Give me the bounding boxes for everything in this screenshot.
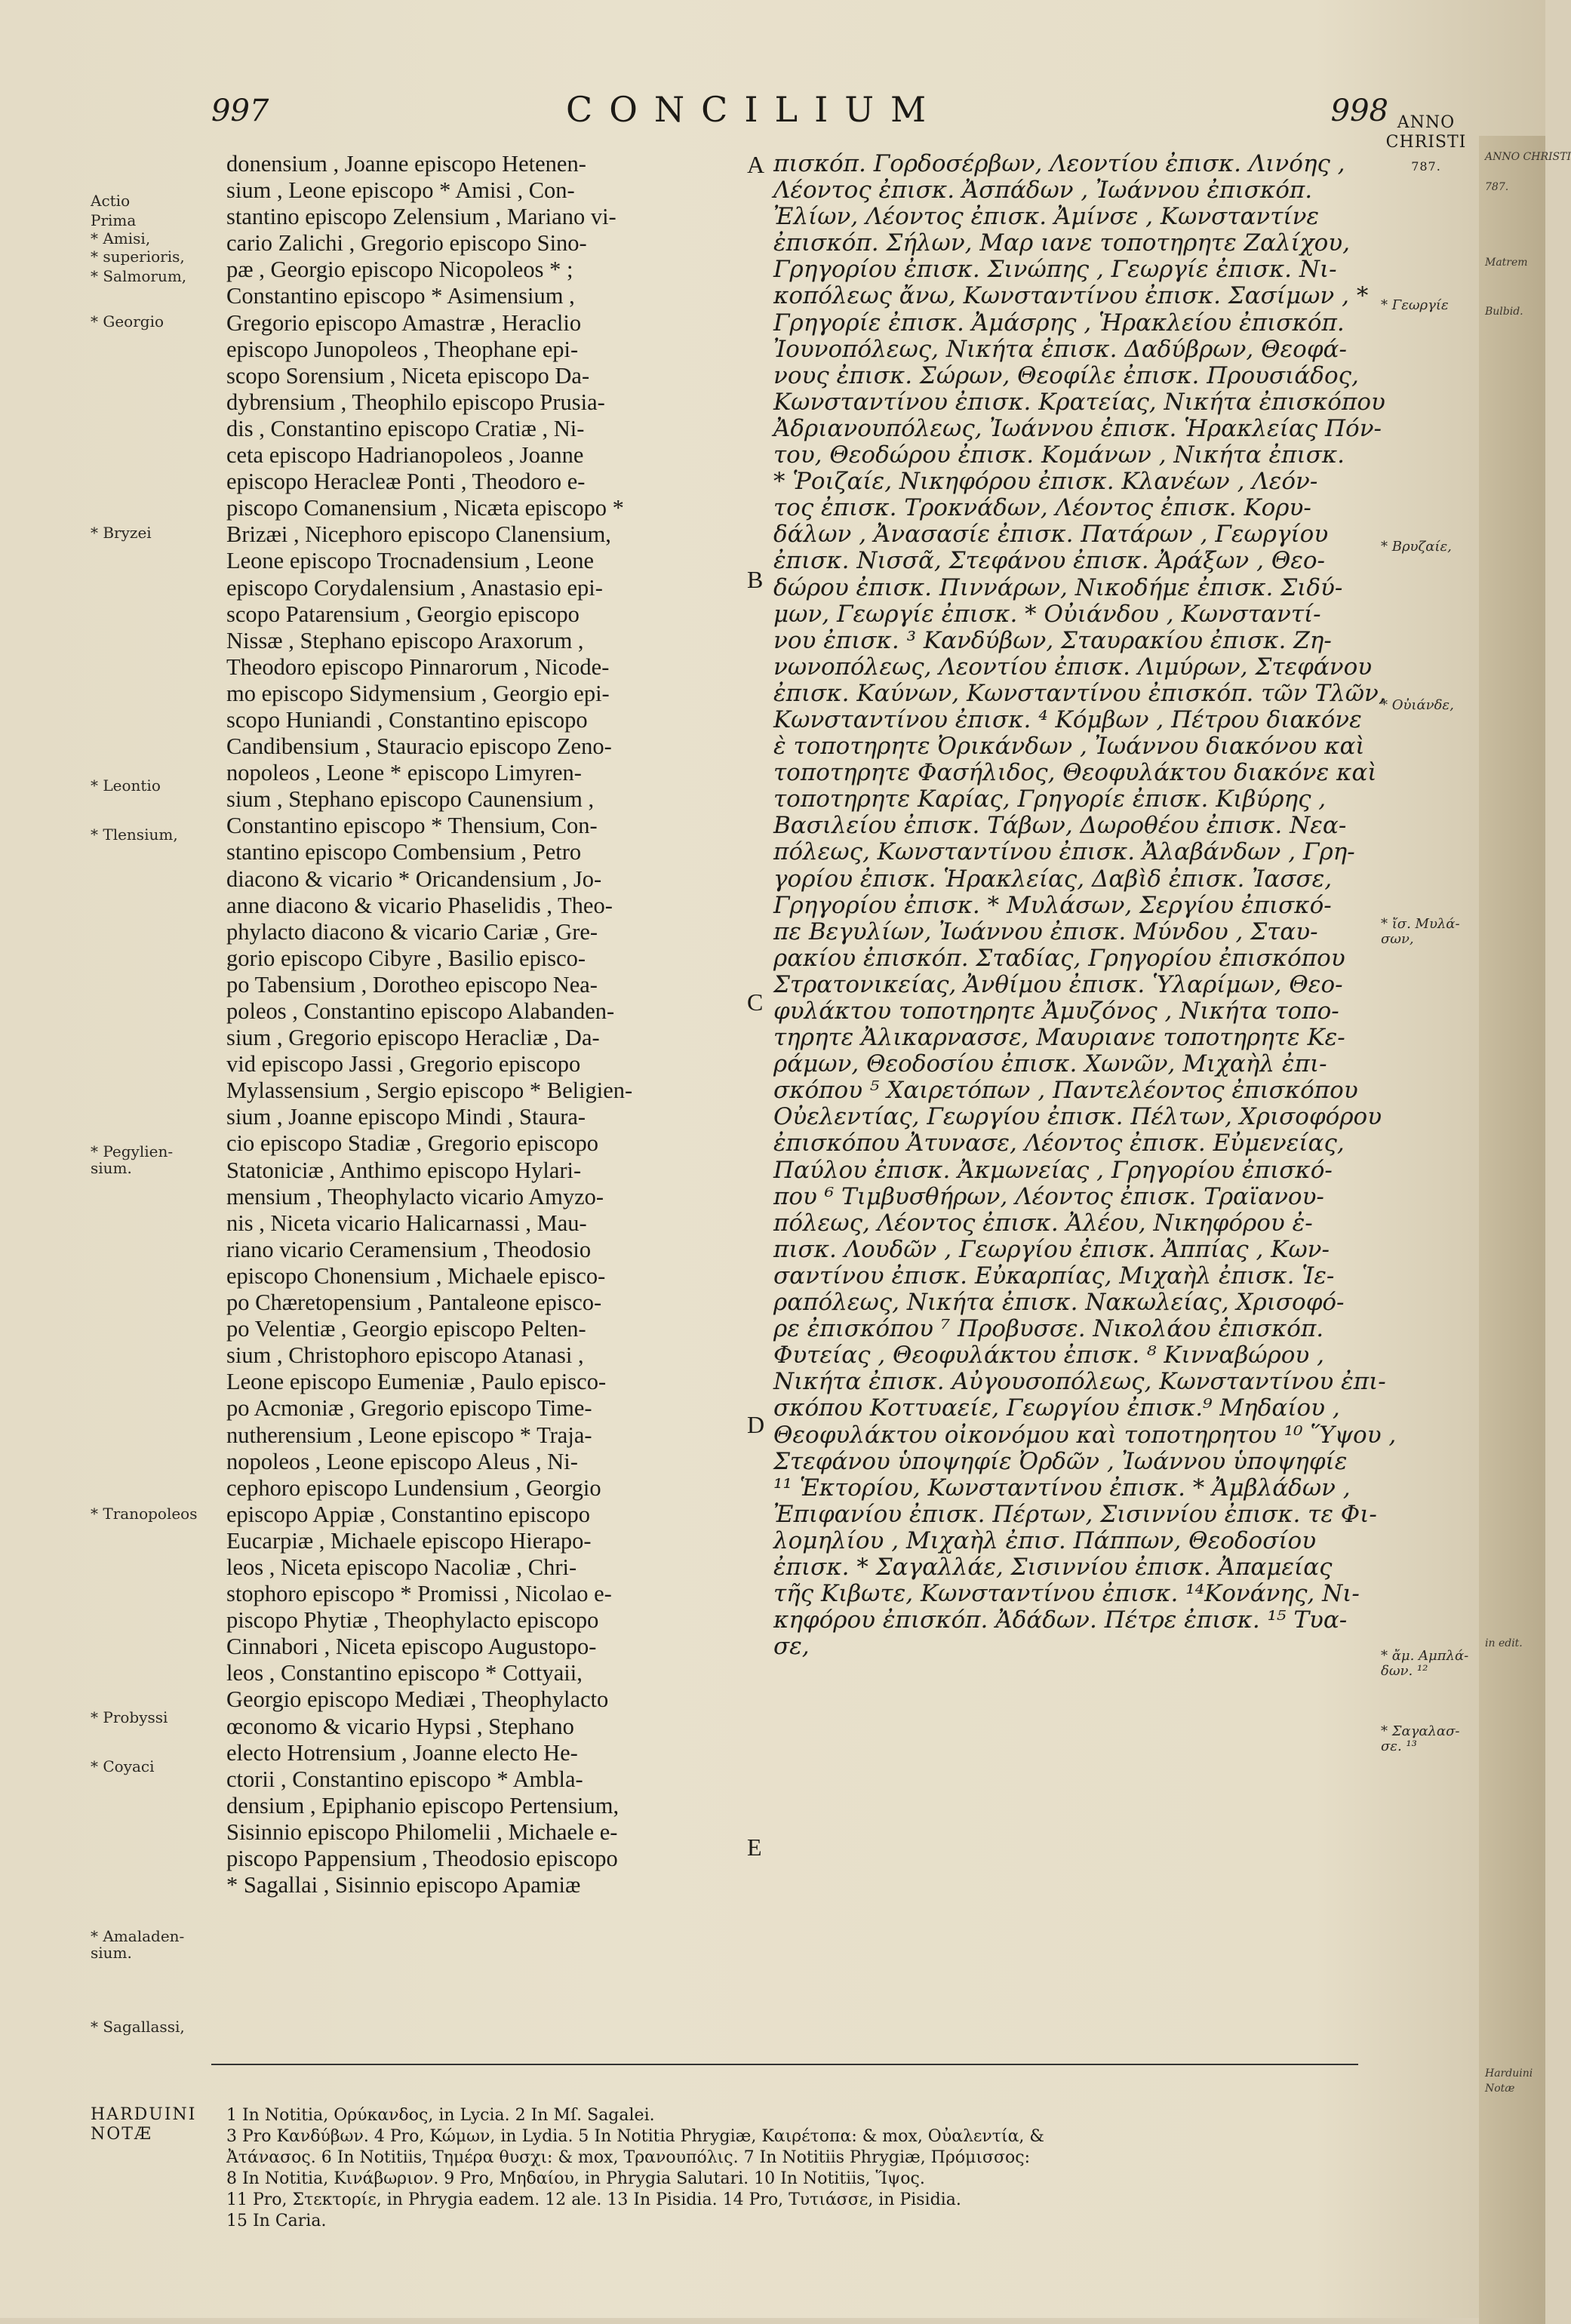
- greek-text-line: τος ἐπισκ. Τροκνάδων, Λέοντος ἐπισκ. Κορυ-: [773, 494, 1311, 522]
- greek-text-line: ρε ἐπισκόπου ⁷ Προβυσσε. Νικολάου ἐπισκόπ.: [773, 1315, 1324, 1343]
- latin-text-line: Statoniciæ , Anthimo episcopo Hylari-: [226, 1157, 582, 1183]
- greek-margin-note: σε. ¹³: [1381, 1738, 1417, 1754]
- greek-text-line: δάλων , Ἀνασασίε ἐπισκ. Πατάρων , Γεωργίου: [773, 521, 1329, 549]
- greek-text-line: ἐπισκόπ. Σήλων, Μαρ ιανε τοποτηρητε Ζαλίχου,: [773, 229, 1350, 257]
- greek-text-line: γορίου ἐπισκ. Ἡρακλείας, Δαβὶδ ἐπισκ. Ἰασσε,: [773, 865, 1333, 893]
- greek-text-line: ὲ τοποτηρητε Ὀρικάνδων , Ἰωάννου διακόνου καὶ: [773, 733, 1365, 761]
- adjacent-page-fragment: Notæ: [1485, 2083, 1515, 2095]
- latin-text-line: Sisinnio episcopo Philomelii , Michaele e-: [226, 1818, 618, 1845]
- margin-note: * Probyssi: [91, 1708, 168, 1726]
- greek-text-line: ἐπισκ. * Σαγαλλάε, Σισιννίου ἐπισκ. Ἀπαμείας: [773, 1553, 1333, 1581]
- greek-text-line: πόλεως, Κωνσταντίνου ἐπισκ. Ἀλαβάνδων , Γρη-: [773, 838, 1355, 866]
- margin-note: Prima: [91, 211, 137, 229]
- latin-text-line: leos , Constantino episcopo * Cottyaii,: [226, 1660, 583, 1686]
- greek-text-line: Ἀδριανουπόλεως, Ἰωάννου ἐπισκ. Ἡρακλείας Πόν-: [773, 414, 1382, 442]
- latin-text-line: episcopo Junopoleos , Theophane epi-: [226, 336, 579, 362]
- latin-text-line: ctorii , Constantino episcopo * Ambla-: [226, 1766, 583, 1792]
- section-letter: D: [747, 1411, 765, 1438]
- latin-text-line: cio episcopo Stadiæ , Gregorio episcopo: [226, 1130, 598, 1157]
- greek-text-line: σαντίνου ἐπισκ. Εὐκαρπίας, Μιχαὴλ ἐπισκ. Ἱε-: [773, 1262, 1335, 1290]
- greek-text-line: πισκ. Λουδῶν , Γεωργίου ἐπισκ. Ἀππίας , Κων-: [773, 1235, 1330, 1263]
- latin-text-line: po Tabensium , Dorotheo episcopo Nea-: [226, 971, 598, 998]
- greek-text-line: τοποτηρητε Καρίας, Γρηγορίε ἐπισκ. Κιβύρης ,: [773, 785, 1327, 813]
- greek-text-line: Νικήτα ἐπισκ. Αὐγουσοπόλεως, Κωνσταντίνου ἐπι-: [773, 1368, 1386, 1396]
- footnote-line: Ἀτάνασος. 6 In Notitiis, Τημέρα θυσχι: & mox, Τρανουπόλις. 7 In Notitiis Phrygiæ, Πρόμισσος:: [226, 2148, 1030, 2167]
- latin-text-line: stophoro episcopo * Promissi , Nicolao e-: [226, 1581, 612, 1607]
- greek-text-line: ράμων, Θεοδοσίου ἐπισκ. Χωνῶν, Μιχαὴλ ἐπι-: [773, 1050, 1327, 1078]
- latin-text-line: cario Zalichi , Gregorio episcopo Sino-: [226, 230, 587, 257]
- latin-text-line: densium , Epiphanio episcopo Pertensium,: [226, 1792, 619, 1818]
- adjacent-page-fragment: ANNO CHRISTI: [1485, 151, 1571, 163]
- latin-text-line: * Sagallai , Sisinnio episcopo Apamiæ: [226, 1872, 581, 1898]
- margin-note: * Tranopoleos: [91, 1505, 198, 1523]
- adjacent-page-fragment: Bulbid.: [1485, 306, 1523, 318]
- latin-text-line: Leone episcopo Eumeniæ , Paulo episco-: [226, 1369, 607, 1395]
- running-head: [211, 89, 1388, 134]
- greek-text-line: ρακίου ἐπισκόπ. Σταδίας, Γρηγορίου ἐπισκόπου: [773, 944, 1345, 972]
- section-letter: A: [747, 151, 765, 178]
- greek-text-line: τοποτηρητε Φασήλιδος, Θεοφυλάκτου διακόνε καὶ: [773, 759, 1377, 787]
- greek-text-line: νου ἐπισκ. ³ Κανδύβων, Σταυρακίου ἐπισκ. Ζη-: [773, 626, 1332, 654]
- margin-note: * Amaladen-: [91, 1927, 185, 1945]
- greek-margin-note: * Γεωργίε: [1381, 297, 1449, 313]
- margin-note: * Leontio: [91, 776, 161, 795]
- latin-text-line: Eucarpiæ , Michaele episcopo Hierapo-: [226, 1527, 592, 1554]
- latin-text-line: diacono & vicario * Oricandensium , Jo-: [226, 865, 602, 892]
- greek-text-line: * Ῥοιζαίε, Νικηφόρου ἐπισκ. Κλανέων , Λεόν-: [773, 468, 1318, 496]
- greek-text-line: Γρηγορίου ἐπισκ. * Μυλάσων, Σεργίου ἐπισκό-: [773, 891, 1332, 919]
- latin-text-line: episcopo Corydalensium , Anastasio epi-: [226, 574, 603, 601]
- greek-text-line: Ἐπιφανίου ἐπισκ. Πέρτων, Σισιννίου ἐπισκ. τε Φι-: [773, 1500, 1377, 1528]
- margin-note: Actio: [91, 192, 131, 210]
- greek-text-line: κοπόλεως ἄνω, Κωνσταντίνου ἐπισκ. Σασίμων , *: [773, 282, 1369, 310]
- greek-text-line: σε,: [773, 1633, 810, 1661]
- latin-text-line: cephoro episcopo Lundensium , Georgio: [226, 1474, 601, 1501]
- latin-text-line: po Velentiæ , Georgio episcopo Pelten-: [226, 1316, 586, 1342]
- margin-note: sium.: [91, 1159, 132, 1177]
- latin-text-line: nopoleos , Leone * episcopo Limyren-: [226, 760, 582, 786]
- margin-note: * Coyaci: [91, 1757, 155, 1775]
- latin-text-line: sium , Joanne episcopo Mindi , Staura-: [226, 1104, 586, 1130]
- greek-text-line: Στρατονικείας, Ἀνθίμου ἐπισκ. Ὑλαρίμων, Θεο-: [773, 970, 1343, 998]
- latin-text-line: episcopo Chonensium , Michaele episco-: [226, 1262, 606, 1289]
- page-title: CONCILIUM: [566, 89, 943, 130]
- greek-text-line: πε Βεγυλίων, Ἰωάννου ἐπισκ. Μύνδου , Σταυ-: [773, 918, 1318, 945]
- latin-text-line: piscopo Comanensium , Nicæta episcopo *: [226, 495, 624, 521]
- greek-text-line: πόλεως, Λέοντος ἐπισκ. Ἀλέου, Νικηφόρου ἐ-: [773, 1209, 1313, 1237]
- greek-text-line: τηρητε Ἀλικαρνασσε, Μαυριανε τοποτηρητε Κε-: [773, 1024, 1345, 1052]
- margin-note: * Pegylien-: [91, 1142, 174, 1160]
- adjacent-page-edge: [1479, 136, 1571, 2324]
- greek-text-line: φυλάκτου τοποτηρητε Ἀμυζόνος , Νικήτα τοπο-: [773, 998, 1339, 1025]
- margin-note: * Georgio: [91, 312, 164, 330]
- greek-text-line: κηφόρου ἐπισκόπ. Ἀδάδων. Πέτρε ἐπισκ. ¹⁵ Τυα-: [773, 1606, 1348, 1634]
- latin-text-line: Brizæi , Nicephoro episcopo Clanensium,: [226, 521, 611, 548]
- greek-margin-note: * Σαγαλασ-: [1381, 1723, 1460, 1739]
- latin-text-line: sium , Gregorio episcopo Heracliæ , Da-: [226, 1025, 600, 1051]
- latin-text-line: nis , Niceta vicario Halicarnassi , Mau-: [226, 1210, 587, 1236]
- greek-text-line: σκόπου ⁵ Χαιρετόπων , Παντελέοντος ἐπισκόπου: [773, 1077, 1358, 1105]
- latin-text-line: dis , Constantino episcopo Cratiæ , Ni-: [226, 415, 585, 441]
- latin-text-line: mo episcopo Sidymensium , Georgio epi-: [226, 680, 610, 706]
- greek-text-line: του, Θεοδώρου ἐπισκ. Κομάνων , Νικήτα ἐπισκ.: [773, 441, 1345, 469]
- latin-text-line: nopoleos , Leone episcopo Aleus , Ni-: [226, 1448, 578, 1474]
- greek-margin-note: * Βρυζαίε,: [1381, 539, 1452, 555]
- latin-text-line: stantino episcopo Combensium , Petro: [226, 839, 582, 865]
- latin-text-line: riano vicario Ceramensium , Theodosio: [226, 1236, 592, 1262]
- greek-text-line: δώρου ἐπισκ. Πιννάρων, Νικοδήμε ἐπισκ. Σιδύ-: [773, 573, 1343, 601]
- latin-text-line: ceta episcopo Hadrianopoleos , Joanne: [226, 442, 584, 469]
- latin-text-line: Nissæ , Stephano episcopo Araxorum ,: [226, 627, 584, 653]
- latin-text-line: po Chæretopensium , Pantaleone episco-: [226, 1290, 602, 1316]
- greek-text-line: ¹¹ Ἑκτορίου, Κωνσταντίνου ἐπισκ. * Ἀμβλάδων ,: [773, 1474, 1351, 1502]
- greek-text-line: νους ἐπισκ. Σώρων, Θεοφίλε ἐπισκ. Προυσιάδος,: [773, 361, 1359, 389]
- greek-text-line: ραπόλεως, Νικήτα ἐπισκ. Νακωλείας, Χρισοφό-: [773, 1289, 1345, 1317]
- greek-margin-note: * ἄμ. Αμπλά-: [1381, 1648, 1469, 1664]
- greek-text-line: τῆς Κιβωτε, Κωνσταντίνου ἐπισκ. ¹⁴Κονάνης, Νι-: [773, 1580, 1360, 1608]
- section-letter: C: [747, 988, 764, 1016]
- latin-text-line: po Acmoniæ , Gregorio episcopo Time-: [226, 1395, 592, 1422]
- anno-year: 787.: [1411, 159, 1441, 174]
- latin-text-line: Cinnabori , Niceta episcopo Augustopo-: [226, 1634, 597, 1660]
- margin-note: * Bryzei: [91, 524, 152, 542]
- greek-text-line: νωνοπόλεως, Λεοντίου ἐπισκ. Λιμύρων, Στεφάνου: [773, 653, 1373, 681]
- latin-text-line: mensium , Theophylacto vicario Amyzo-: [226, 1183, 604, 1210]
- greek-text-line: Παύλου ἐπισκ. Ἀκμωνείας , Γρηγορίου ἐπισκό-: [773, 1156, 1333, 1184]
- adjacent-page-fragment: Harduini: [1485, 2067, 1533, 2080]
- greek-text-line: Φυτείας , Θεοφυλάκτου ἐπισκ. ⁸ Κινναβώρου ,: [773, 1342, 1324, 1370]
- latin-text-line: poleos , Constantino episcopo Alabanden-: [226, 998, 615, 1024]
- footnotes: [226, 2105, 1373, 2232]
- latin-text-line: stantino episcopo Zelensium , Mariano vi-: [226, 204, 616, 230]
- latin-text-line: electo Hotrensium , Joanne electo He-: [226, 1739, 578, 1766]
- greek-margin-note: δων. ¹²: [1381, 1663, 1428, 1679]
- greek-column: [773, 150, 1397, 1661]
- greek-margin-note: * ἴσ. Μυλά-: [1381, 916, 1460, 932]
- latin-text-line: scopo Sorensium , Niceta episcopo Da-: [226, 362, 590, 389]
- greek-text-line: ἐπισκόπου Ἀτυνασε, Λέοντος ἐπισκ. Εὐμενείας,: [773, 1130, 1345, 1157]
- latin-text-line: pæ , Georgio episcopo Nicopoleos * ;: [226, 257, 573, 283]
- latin-text-line: Leone episcopo Trocnadensium , Leone: [226, 548, 595, 574]
- footnote-line: 11 Pro, Στεκτορίε, in Phrygia eadem. 12 ale. 13 In Pisidia. 14 Pro, Τυτιάσσε, in Pisidia.: [226, 2190, 961, 2209]
- footnote-line: 1 In Notitia, Ορύκανδος, in Lycia. 2 In Mſ. Sagalei.: [226, 2106, 655, 2125]
- latin-text-line: sium , Christophoro episcopo Atanasi ,: [226, 1342, 584, 1369]
- footnote-line: 3 Pro Κανδύβων. 4 Pro, Κώμων, in Lydia. 5 In Notitia Phrygiæ, Καιρέτοπα: & mox, Οὐαλεντία, &: [226, 2127, 1045, 2146]
- greek-margin-note: * Οὐιάνδε,: [1381, 697, 1454, 713]
- latin-text-line: Constantino episcopo * Asimensium ,: [226, 283, 575, 309]
- latin-text-line: Candibensium , Stauracio episcopo Zeno-: [226, 733, 612, 760]
- greek-text-line: ἐπισκ. Νισσᾶ, Στεφάνου ἐπισκ. Ἀράξων , Θεο-: [773, 547, 1326, 575]
- greek-text-line: Γρηγορίου ἐπισκ. Σινώπης , Γεωργίε ἐπισκ. Νι-: [773, 256, 1337, 284]
- section-letter: E: [747, 1834, 762, 1861]
- latin-text-line: anne diacono & vicario Phaselidis , Theo-: [226, 892, 613, 918]
- latin-text-line: donensium , Joanne episcopo Hetenen-: [226, 151, 586, 177]
- greek-text-line: Λέοντος ἐπισκ. Ἀσπάδων , Ἰωάννου ἐπισκόπ.: [773, 177, 1313, 204]
- footnote-line: 15 In Caria.: [226, 2212, 327, 2230]
- latin-text-line: dybrensium , Theophilo episcopo Prusia-: [226, 389, 605, 415]
- footnote-line: 8 In Notitia, Κινάβωριον. 9 Pro, Μηδαίου, in Phrygia Salutari. 10 In Notitiis, Ἵψος.: [226, 2169, 925, 2188]
- greek-text-line: ἐπισκ. Καύνων, Κωνσταντίνου ἐπισκόπ. τῶν Τλῶν,: [773, 679, 1386, 707]
- latin-text-line: Constantino episcopo * Thensium, Con-: [226, 813, 598, 839]
- page-number-left: 997: [211, 94, 269, 128]
- greek-text-line: Κωνσταντίνου ἐπισκ. Κρατείας, Νικήτα ἐπισκόπου: [773, 388, 1385, 416]
- greek-text-line: Ἰουνοπόλεως, Νικήτα ἐπισκ. Δαδύβρων, Θεοφά-: [773, 335, 1347, 363]
- latin-text-line: leos , Niceta episcopo Nacoliæ , Chri-: [226, 1554, 577, 1580]
- latin-text-line: episcopo Heracleæ Ponti , Theodoro e-: [226, 469, 586, 495]
- greek-text-line: Θεοφυλάκτου οἰκονόμου καὶ τοποτηρητου ¹⁰ Ὕψου ,: [773, 1421, 1397, 1449]
- notes-divider: [211, 2064, 1358, 2065]
- latin-text-line: phylacto diacono & vicario Cariæ , Gre-: [226, 918, 598, 945]
- greek-text-line: πισκόπ. Γορδοσέρβων, Λεοντίου ἐπισκ. Λινόης ,: [773, 150, 1345, 177]
- greek-text-line: μων, Γεωργίε ἐπισκ. * Οὐιάνδου , Κωνσταντί-: [773, 600, 1321, 628]
- latin-text-line: piscopo Phytiæ , Theophylacto episcopo: [226, 1607, 599, 1634]
- latin-text-line: œconomo & vicario Hypsi , Stephano: [226, 1713, 574, 1739]
- margin-note: * Amisi,: [91, 229, 151, 247]
- margin-note: * Salmorum,: [91, 267, 187, 285]
- greek-margin-note: σων,: [1381, 931, 1414, 947]
- margin-note: * superioris,: [91, 247, 185, 266]
- margin-note: * Tlensium,: [91, 825, 178, 844]
- greek-text-line: Βασιλείου ἐπισκ. Τάβων, Δωροθέου ἐπισκ. Νεα-: [773, 812, 1347, 840]
- adjacent-page-fragment: in edit.: [1485, 1637, 1523, 1649]
- latin-column: [226, 151, 755, 1898]
- greek-text-line: που ⁶ Τιμβυσθήρων, Λέοντος ἐπισκ. Τραϊανου-: [773, 1182, 1324, 1210]
- latin-text-line: Mylassensium , Sergio episcopo * Beligien-: [226, 1077, 633, 1104]
- adjacent-page-fragment: Matrem: [1485, 257, 1528, 269]
- latin-text-line: gorio episcopo Cibyre , Basilio episco-: [226, 945, 586, 971]
- greek-text-line: Ἐλίων, Λέοντος ἐπισκ. Ἀμίνσε , Κωνσταντίνε: [773, 203, 1320, 231]
- section-letter: B: [747, 566, 764, 593]
- latin-text-line: Gregorio episcopo Amastræ , Heraclio: [226, 309, 582, 336]
- notes-heading: HARDUINI NOTÆ: [91, 2105, 197, 2144]
- greek-text-line: λομηλίου , Μιχαὴλ ἐπισ. Πάππων, Θεοδοσίου: [773, 1526, 1317, 1554]
- anno-label: ANNO CHRISTI: [1385, 113, 1467, 152]
- latin-text-line: vid episcopo Jassi , Gregorio episcopo: [226, 1051, 581, 1077]
- latin-text-line: sium , Leone episcopo * Amisi , Con-: [226, 177, 575, 204]
- greek-text-line: Στεφάνου ὑποψηφίε Ὀρδῶν , Ἰωάννου ὑποψηφίε: [773, 1447, 1348, 1475]
- latin-text-line: episcopo Appiæ , Constantino episcopo: [226, 1501, 591, 1527]
- latin-text-line: Georgio episcopo Mediæi , Theophylacto: [226, 1686, 609, 1713]
- anno-christi-box: [1382, 113, 1470, 177]
- margin-note: * Sagallassi,: [91, 2018, 185, 2036]
- latin-text-line: nutherensium , Leone episcopo * Traja-: [226, 1422, 592, 1448]
- margin-note: sium.: [91, 1944, 132, 1962]
- latin-text-line: Theodoro episcopo Pinnarorum , Nicode-: [226, 653, 610, 680]
- page-number-right: 998: [1330, 94, 1388, 128]
- latin-text-line: scopo Patarensium , Georgio episcopo: [226, 601, 580, 627]
- latin-text-line: sium , Stephano episcopo Caunensium ,: [226, 786, 595, 813]
- latin-text-line: scopo Huniandi , Constantino episcopo: [226, 706, 588, 733]
- greek-text-line: σκόπου Κοττυαείε, Γεωργίου ἐπισκ.⁹ Μηδαίου ,: [773, 1394, 1340, 1422]
- greek-text-line: Γρηγορίε ἐπισκ. Ἀμάσρης , Ἡρακλείου ἐπισκόπ.: [773, 309, 1345, 337]
- greek-text-line: Κωνσταντίνου ἐπισκ. ⁴ Κόμβων , Πέτρου διακόνε: [773, 706, 1362, 733]
- greek-text-line: Οὐελεντίας, Γεωργίου ἐπισκ. Πέλτων, Χρισοφόρου: [773, 1103, 1382, 1131]
- adjacent-page-fragment: 787.: [1485, 181, 1509, 193]
- latin-text-line: piscopo Pappensium , Theodosio episcopo: [226, 1846, 618, 1871]
